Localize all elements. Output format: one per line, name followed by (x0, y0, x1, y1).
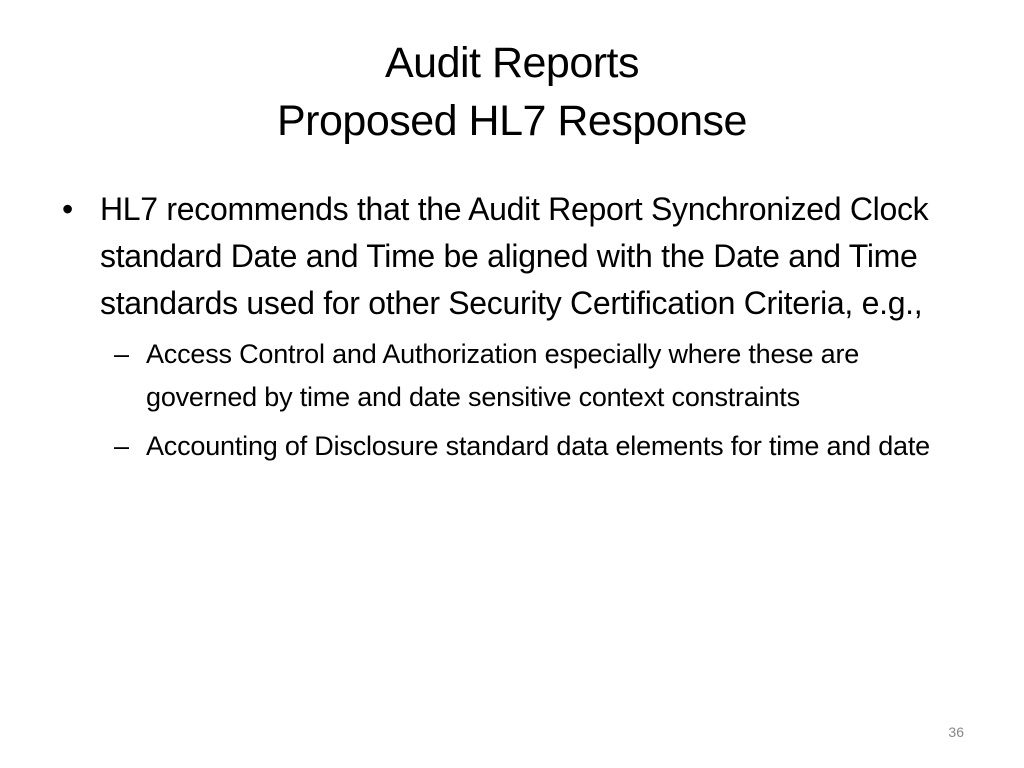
slide-title (60, 34, 964, 150)
sub-bullet-item (114, 333, 972, 419)
sub-bullet-text: Access Control and Authorization especially where these are governed by time and date sensitive context constraints (146, 339, 860, 412)
bullet-item (62, 186, 972, 327)
bullet-text: HL7 recommends that the Audit Report Synchronized Clock standard Date and Time be aligned with the Date and Time standards used for other Security Certification Criteria, e.g., (100, 191, 929, 321)
bullet-marker: • (62, 191, 73, 227)
sub-bullet-list (62, 333, 972, 468)
sub-bullet-text: Accounting of Disclosure standard data elements for time and date (146, 431, 930, 461)
sub-bullet-item (114, 425, 972, 468)
slide-number: 36 (948, 724, 964, 740)
dash-marker: – (114, 431, 129, 461)
dash-marker: – (114, 339, 129, 369)
title-line-1: Audit Reports (384, 39, 640, 87)
title-line-2: Proposed HL7 Response (277, 97, 747, 145)
slide-body (62, 186, 972, 474)
